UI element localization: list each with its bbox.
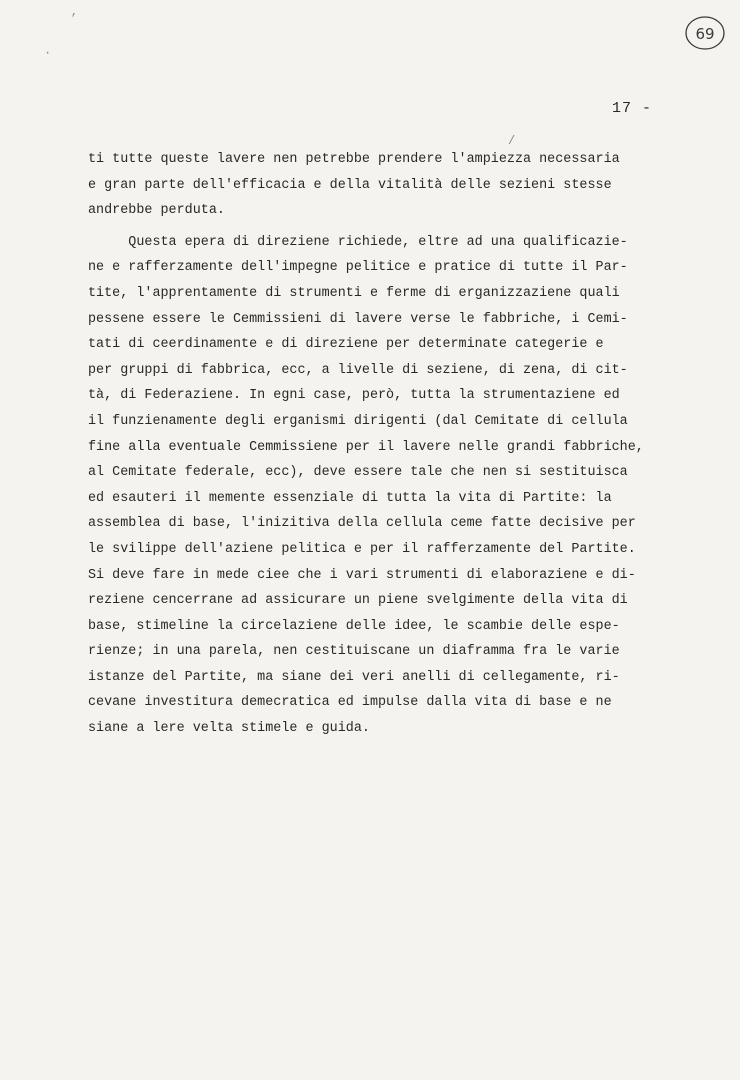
text-line: tà, di Federaziene. In egni case, però, tutta la strumentaziene ed	[88, 388, 620, 404]
text-line: cevane investitura demecratica ed impulse dalla vita di base e ne	[88, 695, 612, 711]
margin-mark: ’	[70, 12, 78, 26]
paragraph-1	[88, 147, 688, 224]
text-line: e gran parte dell'efficacia e della vitalità delle sezieni stesse	[88, 177, 612, 193]
text-line: assemblea di base, l'inizitiva della cellula ceme fatte decisive per	[88, 516, 636, 532]
text-line: fine alla eventuale Cemmissiene per il lavere nelle grandi fabbriche,	[88, 439, 644, 455]
text-line: tite, l'apprentamente di strumenti e ferme di erganizzaziene quali	[88, 285, 620, 301]
text-line: base, stimeline la circelaziene delle idee, le scambie delle espe-	[88, 618, 620, 634]
text-line: reziene cencerrane ad assicurare un piene svelgimente della vita di	[88, 593, 628, 609]
text-line: istanze del Partite, ma siane dei veri anelli di cellegamente, ri-	[88, 669, 620, 685]
circle-stamp-icon	[683, 14, 727, 52]
text-line: pessene essere le Cemmissieni di lavere verse le fabbriche, i Cemi-	[88, 311, 628, 327]
text-line: per gruppi di fabbrica, ecc, a livelle di seziene, di zena, di cit-	[88, 362, 628, 378]
text-line: tati di ceerdinamente e di direziene per determinate categerie e	[88, 337, 604, 353]
text-line: il funzienamente degli erganismi dirigenti (dal Cemitate di cellula	[88, 413, 628, 429]
text-line: Questa epera di direziene richiede, eltre ad una qualificazie-	[88, 234, 628, 250]
archive-number: 69	[695, 25, 715, 43]
archive-number-stamp	[683, 14, 727, 52]
paragraph-2	[88, 230, 688, 742]
text-line: andrebbe perduta.	[88, 203, 225, 219]
body-text	[88, 147, 688, 742]
text-line: le svilippe dell'aziene pelitica e per il rafferzamente del Partite.	[88, 541, 636, 557]
text-line: al Cemitate federale, ecc), deve essere tale che nen si sestituisca	[88, 465, 628, 481]
text-line: rienze; in una parela, nen cestituiscane un diaframma fra le varie	[88, 644, 620, 660]
text-line: ti tutte queste lavere nen petrebbe prendere l'ampiezza necessaria	[88, 152, 620, 167]
text-line: siane a lere velta stimele e guida.	[88, 721, 370, 737]
text-line: ne e rafferzamente dell'impegne pelitice e pratice di tutte il Par-	[88, 260, 628, 276]
page-number: 17 -	[612, 100, 653, 117]
text-line: Si deve fare in mede ciee che i vari strumenti di elaboraziene e di-	[88, 567, 636, 583]
margin-mark: ·	[44, 46, 52, 60]
margin-mark: /	[508, 134, 516, 148]
text-line: ed esauteri il memente essenziale di tutta la vita di Partite: la	[88, 490, 612, 506]
